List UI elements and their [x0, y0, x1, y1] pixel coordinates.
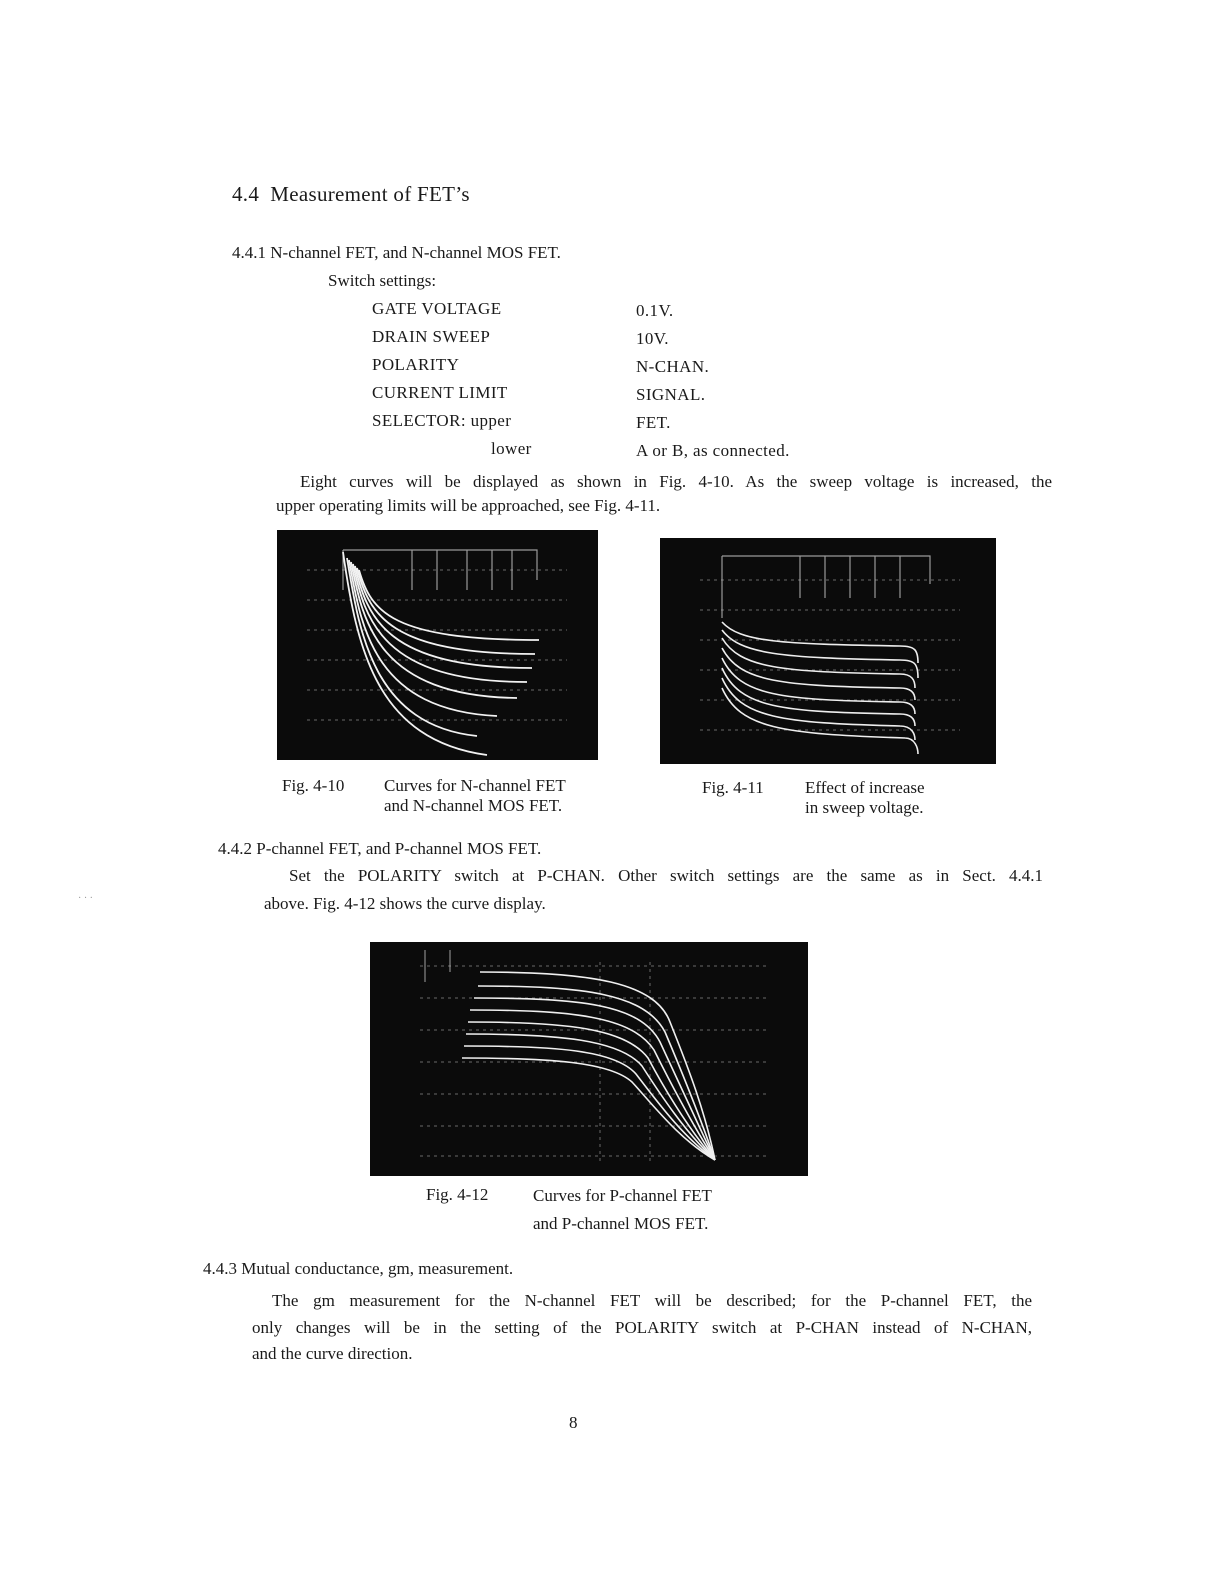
paragraph-line: upper operating limits will be approached, see Fig. 4-11.: [276, 496, 661, 515]
fig-4-11-photo: [660, 538, 996, 764]
setting-name: CURRENT LIMIT: [372, 383, 508, 402]
fig-4-10-label: Fig. 4-10: [282, 776, 345, 795]
fig-4-10-photo: [277, 530, 598, 760]
setting-name: GATE VOLTAGE: [372, 299, 502, 318]
paragraph-line: Eight curves will be displayed as shown in Fig. 4-10. As the sweep voltage is increased, the: [300, 472, 1052, 491]
section-heading: [232, 182, 470, 207]
setting-value: 10V.: [636, 329, 669, 348]
fig-4-12-caption-line: Curves for P-channel FET: [533, 1186, 712, 1205]
paragraph-line: above. Fig. 4-12 shows the curve display.: [264, 894, 546, 913]
switch-settings-intro: Switch settings:: [328, 271, 437, 290]
paragraph-line: The gm measurement for the N-channel FET will be described; for the P-channel FET, the: [272, 1291, 1032, 1310]
setting-name: SELECTOR: upper: [372, 411, 512, 430]
setting-value: A or B, as connected.: [636, 441, 790, 460]
setting-name: lower: [491, 439, 532, 458]
setting-value: N-CHAN.: [636, 357, 710, 376]
setting-value: 0.1V.: [636, 301, 674, 320]
section-title: Measurement of FET’s: [270, 182, 470, 206]
setting-value: SIGNAL.: [636, 385, 706, 404]
paragraph-line: Set the POLARITY switch at P-CHAN. Other switch settings are the same as in Sect. 4.4.1: [289, 866, 1043, 885]
subsection-heading-4-4-3: 4.4.3 Mutual conductance, gm, measurement.: [203, 1259, 514, 1278]
fig-4-10-caption-line: Curves for N-channel FET: [384, 776, 566, 795]
page-number: 8: [569, 1413, 578, 1432]
setting-value: FET.: [636, 413, 671, 432]
paragraph-line: and the curve direction.: [252, 1344, 413, 1363]
fig-4-10-caption-line: and N-channel MOS FET.: [384, 796, 563, 815]
fig-4-12-photo: [370, 942, 808, 1176]
fig-4-11-caption-line: Effect of increase: [805, 778, 925, 797]
scan-mark: · · ·: [78, 893, 93, 904]
paragraph-line: only changes will be in the setting of the POLARITY switch at P-CHAN instead of N-CHAN,: [252, 1318, 1032, 1337]
subsection-heading-4-4-2: 4.4.2 P-channel FET, and P-channel MOS FET.: [218, 839, 542, 858]
section-number: 4.4: [232, 182, 260, 206]
subsection-heading-4-4-1: 4.4.1 N-channel FET, and N-channel MOS FET.: [232, 243, 561, 262]
fig-4-11-caption-line: in sweep voltage.: [805, 798, 924, 817]
fig-4-11-label: Fig. 4-11: [702, 778, 764, 797]
fig-4-12-caption-line: and P-channel MOS FET.: [533, 1214, 709, 1233]
setting-name: POLARITY: [372, 355, 460, 374]
fig-4-12-label: Fig. 4-12: [426, 1185, 489, 1204]
setting-name: DRAIN SWEEP: [372, 327, 491, 346]
